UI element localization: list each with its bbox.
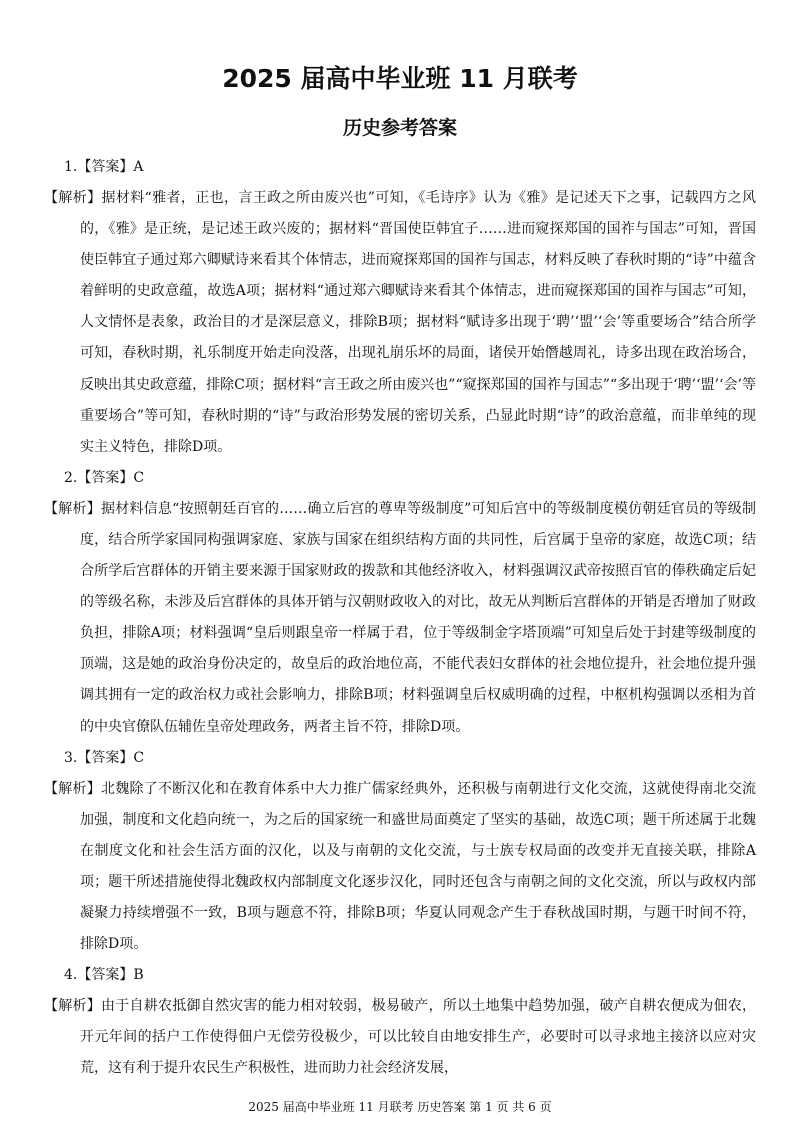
page-footer: 2025 届高中毕业班 11 月联考 历史答案 第 1 页 共 6 页 <box>248 1100 552 1114</box>
document-title: 2025 届高中毕业班 11 月联考 <box>222 64 578 93</box>
analysis-text: 【解析】由于自耕农抵御自然灾害的能力相对较弱，极易破产，所以土地集中趋势加强，破产自耕农便成为佃农，开元年间的括户工作使得佃户无偿劳役极少，可以比较自由地安排生产，必要时可以寻求地主接济以应对灾荒，这有利于提升农民生产积极性，进而助力社会经济发展， <box>44 998 756 1077</box>
answer-line: 2.【答案】C <box>64 469 145 486</box>
question-4 <box>44 960 756 1084</box>
answer-line: 3.【答案】C <box>64 749 145 766</box>
document-subtitle: 历史参考答案 <box>342 117 457 139</box>
analysis-text: 【解析】据材料信息“按照朝廷百官的……确立后宫的尊卑等级制度”可知后宫中的等级制度模仿朝廷官员的等级制度，结合所学家国同构强调家庭、家族与国家在组织结构方面的共同性，后宫属于皇帝的家庭，故选C项；结合所学后宫群体的开销主要来源于国家财政的拨款和其他经济收入，材料强调汉武帝按照百官的俸秩确定后妃的等级名称，未涉及后宫群体的具体开销与汉朝财政收入的对比，故无从判断后宫群体的开销是否增加了财政负担，排除A项；材料强调“皇后则跟皇帝一样属于君，位于等级制金字塔顶端”可知皇后处于封建等级制度的顶端，这是她的政治身份决定的，故皇后的政治地位高，不能代表妇女群体的社会地位提升，社会地位提升强调其拥有一定的政治权力或社会影响力，排除B项；材料强调皇后权威明确的过程，中枢机构强调以丞相为首的中央官僚队伍辅佐皇帝处理政务，两者主旨不符，排除D项。 <box>44 500 756 735</box>
question-2 <box>44 463 756 743</box>
question-1 <box>44 152 756 463</box>
question-3 <box>44 743 756 961</box>
analysis-text: 【解析】北魏除了不断汉化和在教育体系中大力推广儒家经典外，还积极与南朝进行文化交流，这就使得南北交流加强，制度和文化趋向统一，为之后的国家统一和盛世局面奠定了坚实的基础，故选C项；题干所述属于北魏在制度文化和社会生活方面的汉化，以及与南朝的文化交流，与士族专权局面的改变并无直接关联，排除A项；题干所述措施使得北魏政权内部制度文化逐步汉化，同时还包含与南朝之间的文化交流，所以与政权内部凝聚力持续增强不一致，B项与题意不符，排除B项；华夏认同观念产生于春秋战国时期，与题干时间不符，排除D项。 <box>44 780 756 953</box>
analysis-text: 【解析】据材料“雅者，正也，言王政之所由废兴也”可知，《毛诗序》认为《雅》是记述天下之事，记载四方之风的，《雅》是正统，是记述王政兴废的；据材料“晋国使臣韩宜子……进而窥探郑国的国祚与国志”可知，晋国使臣韩宜子通过郑六卿赋诗来看其个体情志，进而窥探郑国的国祚与国志，材料反映了春秋时期的“诗”中蕴含着鲜明的史政意蕴，故选A项；据材料“通过郑六卿赋诗来看其个体情志，进而窥探郑国的国祚与国志”可知，人文情怀是表象，政治目的才是深层意义，排除B项；据材料“赋诗多出现于‘聘’‘盟’‘会’等重要场合”结合所学可知，春秋时期，礼乐制度开始走向没落，出现礼崩乐坏的局面，诸侯开始僭越周礼，诗多出现在政治场合，反映出其史政意蕴，排除C项；据材料“言王政之所由废兴也”“窥探郑国的国祚与国志”“多出现于‘聘’‘盟’‘会’等重要场合”等可知，春秋时期的“诗”与政治形势发展的密切关系，凸显此时期“诗”的政治意蕴，而非单纯的现实主义特色，排除D项。 <box>44 190 756 455</box>
answer-content <box>44 152 756 1084</box>
answer-line: 4.【答案】B <box>64 967 144 984</box>
answer-line: 1.【答案】A <box>64 159 144 175</box>
